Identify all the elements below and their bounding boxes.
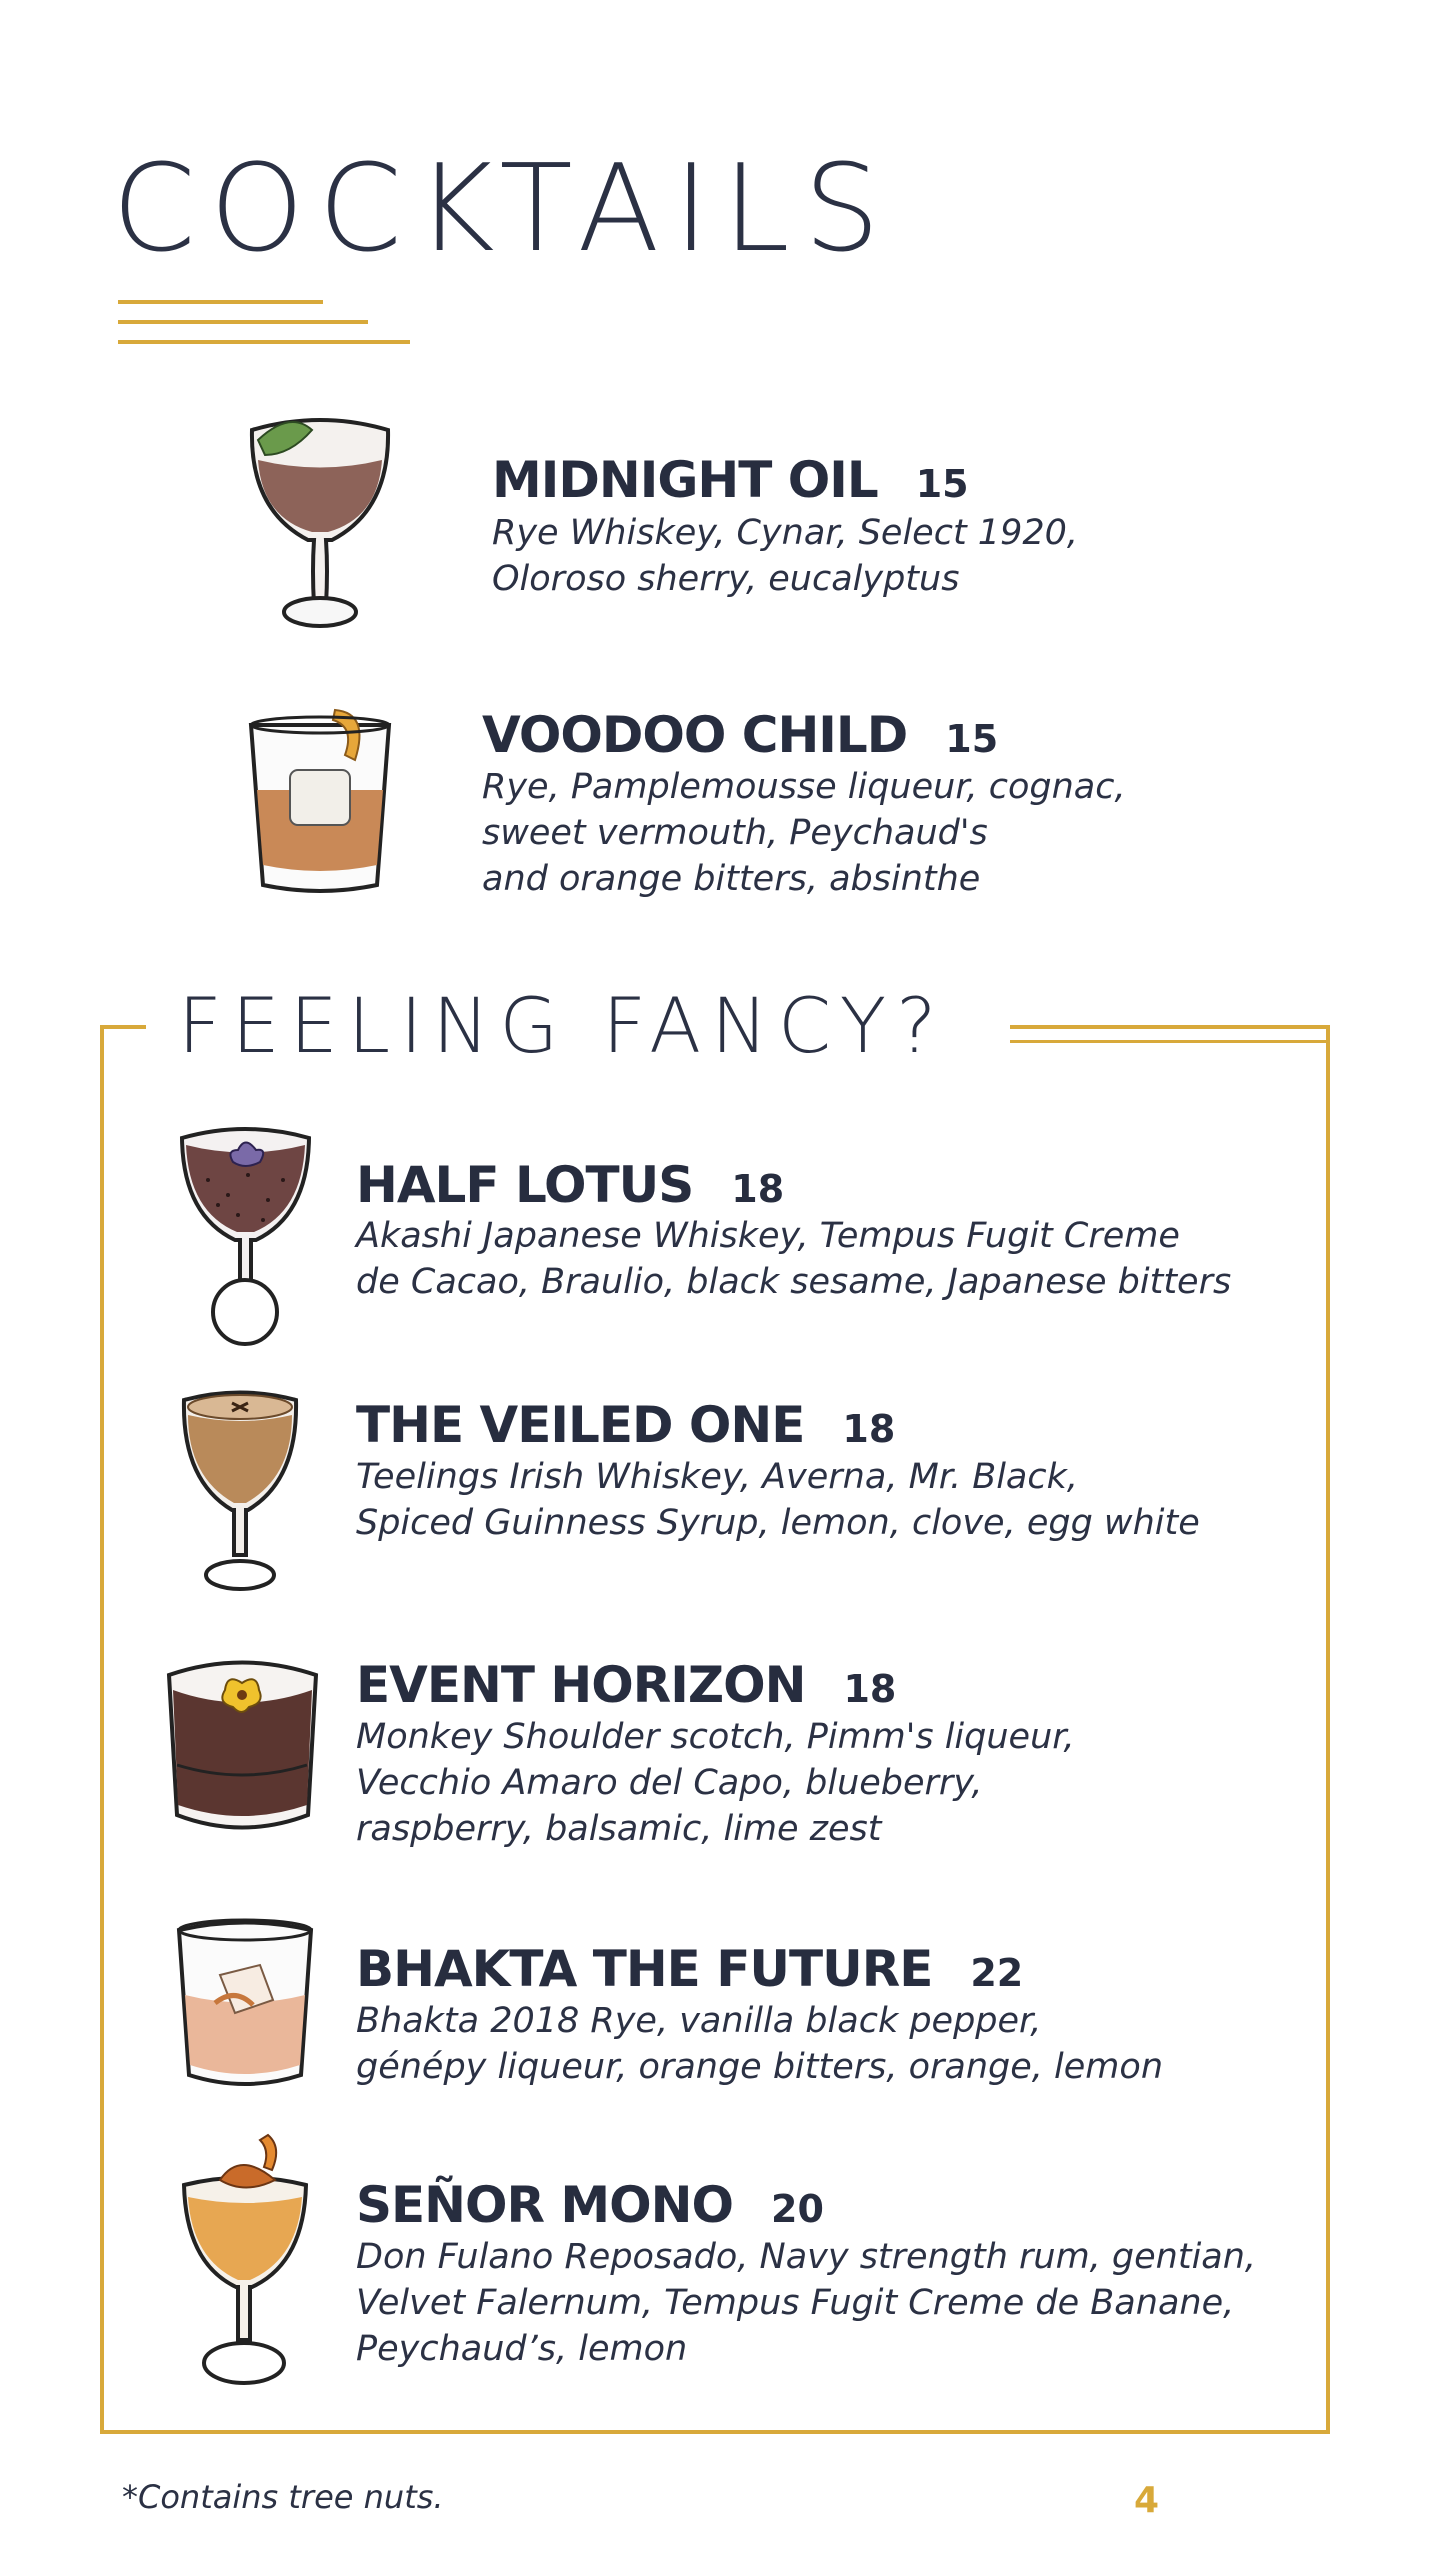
dark-tumbler-flower-icon — [165, 1645, 320, 1840]
drink-price: 15 — [915, 462, 969, 506]
drink-name: MIDNIGHT OIL 15 — [492, 451, 969, 509]
frame-top-right — [1010, 1025, 1326, 1029]
coupe-glass-peel-icon — [180, 2135, 310, 2395]
drink-description: Teelings Irish Whiskey, Averna, Mr. Black, Spiced Guinness Syrup, lemon, clove, egg white — [356, 1457, 1200, 1543]
drink-name: BHAKTA THE FUTURE 22 — [356, 1940, 1024, 1998]
coupe-glass-leaf-icon — [240, 400, 400, 640]
drink-price: 18 — [842, 1407, 896, 1451]
title-underline — [118, 320, 368, 324]
drink-name: THE VEILED ONE 18 — [356, 1396, 896, 1454]
page-number: 4 — [1134, 2480, 1160, 2521]
drink-description: Monkey Shoulder scotch, Pimm's liqueur, Vecchio Amaro del Capo, blueberry, raspberry, balsamic, lime zest — [356, 1717, 1075, 1849]
drink-description: Akashi Japanese Whiskey, Tempus Fugit Creme de Cacao, Braulio, black sesame, Japanese bitters — [356, 1216, 1232, 1302]
drink-price: 18 — [731, 1167, 785, 1211]
frame-top-right-accent — [1010, 1040, 1326, 1043]
drink-name: SEÑOR MONO 20 — [356, 2176, 824, 2234]
drink-price: 15 — [945, 717, 999, 761]
page-title: COCKTAILS — [112, 140, 894, 279]
title-underline — [118, 300, 323, 304]
footnote: *Contains tree nuts. — [122, 2478, 444, 2516]
foam-coupe-clove-icon — [180, 1385, 300, 1600]
rocks-glass-orange-peel-icon — [245, 705, 395, 905]
drink-name: HALF LOTUS 18 — [356, 1156, 785, 1214]
title-underline — [118, 340, 410, 344]
frame-top-left — [100, 1025, 146, 1029]
drink-price: 22 — [970, 1951, 1024, 1995]
drink-description: Rye Whiskey, Cynar, Select 1920, Oloroso sherry, eucalyptus — [492, 513, 1078, 599]
sesame-coupe-flower-icon — [178, 1120, 313, 1340]
drink-price: 18 — [843, 1667, 897, 1711]
drink-name: EVENT HORIZON 18 — [356, 1656, 897, 1714]
drink-name: VOODOO CHILD 15 — [482, 706, 999, 764]
drink-price: 20 — [771, 2187, 824, 2231]
section-title: FEELING FANCY? — [178, 981, 947, 1070]
drink-description: Bhakta 2018 Rye, vanilla black pepper, génépy liqueur, orange bitters, orange, lemon — [356, 2001, 1163, 2087]
rocks-glass-ice-icon — [175, 1915, 315, 2095]
drink-description: Rye, Pamplemousse liqueur, cognac, sweet vermouth, Peychaud's and orange bitters, absinthe — [482, 767, 1126, 899]
drink-description: Don Fulano Reposado, Navy strength rum, gentian, Velvet Falernum, Tempus Fugit Creme de Banane, Peychaud’s, lemon — [356, 2237, 1257, 2369]
